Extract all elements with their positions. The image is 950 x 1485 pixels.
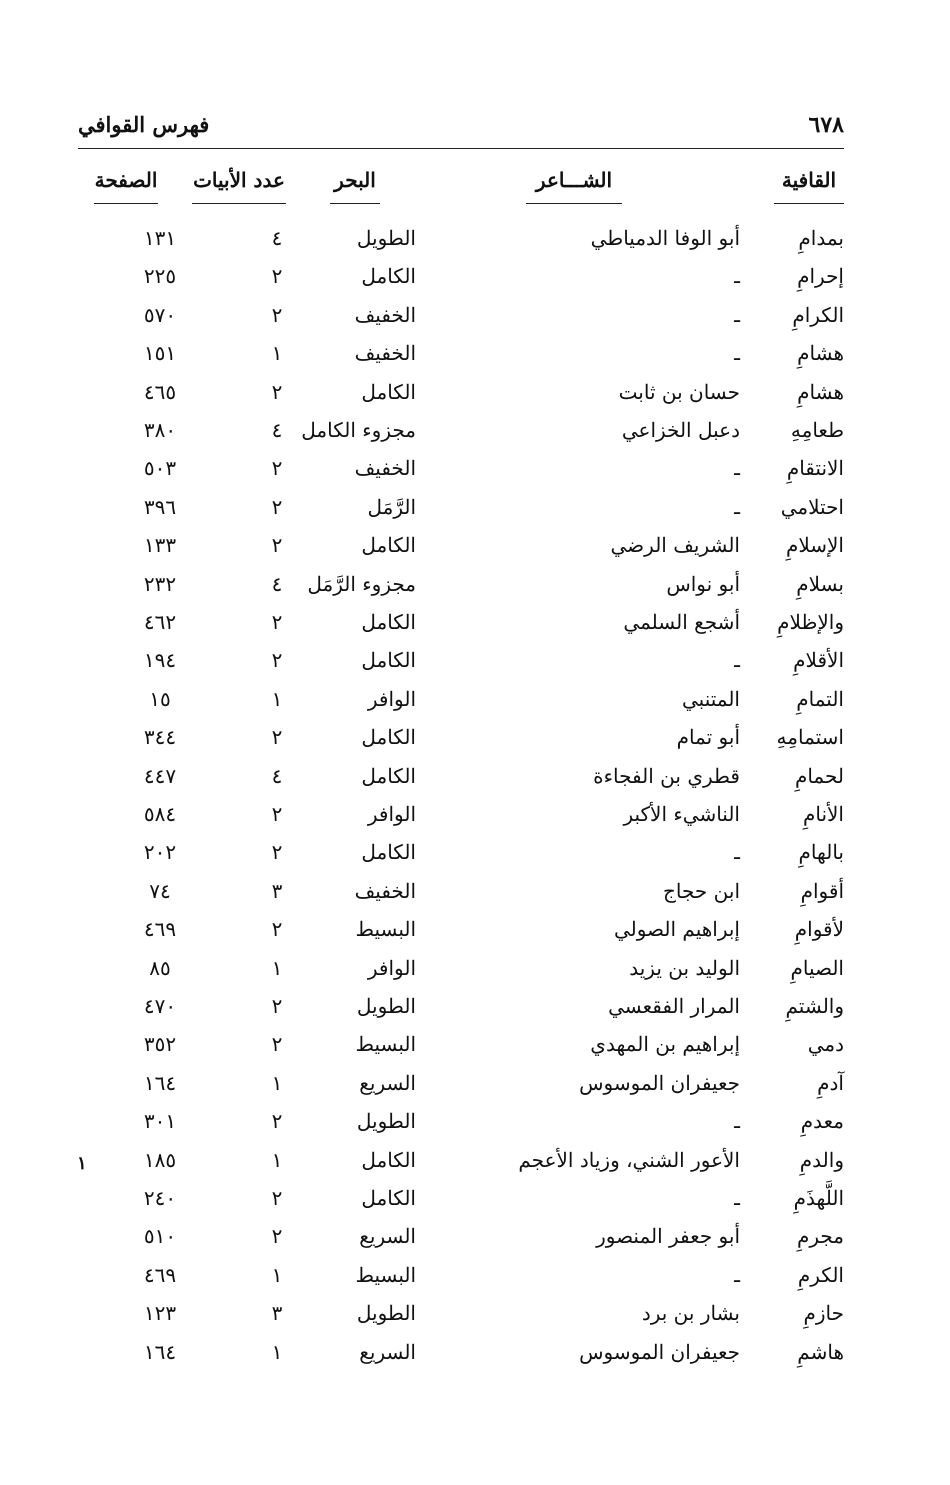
- cell-bahr: السريع: [359, 1339, 416, 1364]
- cell-page: ٣٠١: [143, 1109, 177, 1134]
- cell-qafia: الكرامِ: [792, 302, 844, 327]
- cell-count: ٢: [271, 456, 283, 481]
- table-row: [0, 1301, 950, 1339]
- cell-bahr: الكامل: [361, 264, 416, 289]
- cell-count: ٢: [271, 725, 283, 750]
- cell-count: ٢: [271, 802, 283, 826]
- cell-page: ٤٦٩: [143, 917, 177, 942]
- cell-count: ٢: [271, 379, 283, 404]
- cell-count: ٤: [271, 226, 283, 250]
- cell-count: ٢: [271, 264, 283, 289]
- cell-count: ٤: [271, 763, 283, 788]
- cell-count: ١: [271, 686, 283, 711]
- table-row: [0, 341, 950, 379]
- cell-poet: ـ: [734, 648, 740, 673]
- cell-count: ٢: [271, 840, 283, 865]
- table-row: [0, 1263, 950, 1301]
- cell-poet: جعيفران الموسوس: [579, 1339, 740, 1364]
- cell-page: ٢٢٥: [143, 264, 177, 289]
- cell-bahr: الطويل: [356, 1109, 416, 1134]
- cell-count: ٢: [271, 533, 283, 558]
- cell-page: ٤٦٩: [143, 1262, 177, 1287]
- cell-qafia: التمامِ: [796, 686, 844, 711]
- cell-bahr: الكامل: [361, 379, 416, 404]
- table-row: [0, 1109, 950, 1147]
- margin-mark: ١: [77, 1153, 87, 1174]
- cell-qafia: الأقلامِ: [793, 648, 844, 673]
- cell-count: ٢: [271, 648, 283, 673]
- cell-qafia: بالهامِ: [798, 840, 844, 865]
- table-row: [0, 533, 950, 571]
- table-row: [0, 495, 950, 533]
- cell-page: ٤٦٢: [143, 610, 177, 634]
- cell-page: ٧٤: [149, 878, 171, 903]
- cell-page: ٢٤٠: [143, 1186, 177, 1210]
- cell-poet: قطري بن الفجاءة: [593, 763, 740, 788]
- header-rule: [78, 148, 844, 149]
- cell-qafia: طعامِهِ: [790, 418, 844, 442]
- cell-poet: أبو نواس: [666, 571, 740, 596]
- cell-bahr: الخفيف: [354, 456, 416, 481]
- cell-bahr: الكامل: [361, 610, 416, 634]
- cell-poet: الوليد بن يزيد: [629, 955, 740, 980]
- column-header-poet: الشـــاعر: [526, 168, 622, 204]
- table-row: [0, 802, 950, 840]
- cell-qafia: مجرمِ: [796, 1224, 844, 1249]
- cell-page: ١٦٤: [143, 1070, 177, 1095]
- cell-poet: ـ: [734, 840, 740, 865]
- cell-qafia: لحمامِ: [794, 763, 844, 788]
- table-row: [0, 1224, 950, 1262]
- cell-bahr: الكامل: [361, 533, 416, 558]
- table-row: [0, 1071, 950, 1109]
- cell-count: ٢: [271, 494, 283, 519]
- cell-qafia: هشامِ: [797, 341, 844, 366]
- cell-page: ٥٠٣: [143, 456, 177, 481]
- cell-count: ٢: [271, 302, 283, 327]
- cell-poet: بشار بن برد: [641, 1301, 740, 1326]
- cell-poet: إبراهيم بن المهدي: [590, 1032, 740, 1057]
- cell-page: ١٥١: [143, 341, 177, 366]
- cell-poet: ـ: [734, 264, 740, 289]
- table-row: [0, 456, 950, 494]
- cell-page: ٥٨٤: [143, 802, 177, 826]
- table-row: [0, 648, 950, 686]
- cell-page: ٢٣٢: [143, 571, 177, 596]
- cell-bahr: السريع: [359, 1224, 416, 1249]
- cell-count: ١: [271, 1262, 283, 1287]
- cell-poet: ابن حجاج: [663, 878, 740, 903]
- cell-bahr: الكامل: [361, 763, 416, 788]
- cell-qafia: الكرمِ: [797, 1262, 844, 1287]
- cell-poet: ـ: [734, 1262, 740, 1287]
- cell-bahr: مجزوء الرَّمَل: [307, 571, 416, 596]
- cell-page: ٥١٠: [143, 1224, 177, 1249]
- cell-qafia: استمامِهِ: [776, 725, 844, 750]
- cell-count: ١: [271, 1147, 283, 1172]
- cell-page: ٨٥: [149, 955, 171, 980]
- cell-bahr: البسيط: [355, 1262, 416, 1287]
- cell-qafia: إحرامِ: [797, 264, 844, 289]
- cell-poet: أشجع السلمي: [623, 610, 740, 634]
- cell-poet: ـ: [734, 302, 740, 327]
- table-row: [0, 764, 950, 802]
- cell-page: ١٥: [149, 686, 171, 711]
- cell-count: ٢: [271, 1224, 283, 1249]
- cell-qafia: الإسلامِ: [785, 533, 844, 558]
- cell-count: ١: [271, 1070, 283, 1095]
- cell-bahr: مجزوء الكامل: [301, 418, 416, 442]
- cell-qafia: الأنامِ: [802, 802, 844, 826]
- cell-page: ١٦٤: [143, 1339, 177, 1364]
- cell-page: ١٣٣: [143, 533, 177, 558]
- cell-count: ٢: [271, 917, 283, 942]
- cell-qafia: دمي: [807, 1032, 844, 1057]
- cell-bahr: الطويل: [356, 1301, 416, 1326]
- cell-page: ١٩٤: [143, 648, 177, 673]
- cell-bahr: البسيط: [355, 1032, 416, 1057]
- cell-poet: المتنبي: [682, 686, 740, 711]
- cell-qafia: بمدامِ: [798, 226, 844, 250]
- table-row: [0, 687, 950, 725]
- cell-count: ٤: [271, 571, 283, 596]
- cell-bahr: الرَّمَل: [367, 494, 416, 519]
- table-row: [0, 264, 950, 302]
- cell-bahr: الكامل: [361, 1147, 416, 1172]
- cell-count: ٣: [271, 1301, 283, 1326]
- table-row: [0, 917, 950, 955]
- cell-count: ٢: [271, 610, 283, 634]
- cell-qafia: لأقوامِ: [794, 917, 844, 942]
- cell-qafia: اللَّهذَمِ: [793, 1186, 844, 1210]
- cell-page: ٣٥٢: [143, 1032, 177, 1057]
- cell-bahr: الوافر: [367, 686, 416, 711]
- table-row: [0, 879, 950, 917]
- cell-qafia: حازمِ: [803, 1301, 844, 1326]
- table-row: [0, 226, 950, 264]
- cell-poet: الشريف الرضي: [610, 533, 740, 558]
- cell-poet: حسان بن ثابت: [618, 379, 740, 404]
- cell-qafia: والإظلامِ: [777, 610, 844, 634]
- cell-page: ٣٩٦: [143, 494, 177, 519]
- cell-poet: أبو تمام: [676, 725, 740, 750]
- cell-qafia: والشتمِ: [785, 994, 844, 1018]
- table-row: [0, 1148, 950, 1186]
- table-row: [0, 1186, 950, 1224]
- cell-poet: ـ: [734, 456, 740, 481]
- cell-page: ٥٧٠: [143, 302, 177, 327]
- cell-bahr: الخفيف: [354, 341, 416, 366]
- cell-bahr: الوافر: [367, 802, 416, 826]
- column-header-page: الصفحة: [94, 168, 158, 204]
- table-row: [0, 1340, 950, 1378]
- table-row: [0, 572, 950, 610]
- cell-page: ٤٧٠: [143, 994, 177, 1018]
- page-header: [78, 112, 844, 148]
- table-row: [0, 725, 950, 763]
- table-row: [0, 994, 950, 1032]
- cell-poet: الأعور الشني، وزياد الأعجم: [518, 1147, 740, 1172]
- cell-bahr: الطويل: [356, 994, 416, 1018]
- cell-bahr: الكامل: [361, 725, 416, 750]
- cell-poet: إبراهيم الصولي: [613, 917, 740, 942]
- cell-count: ١: [271, 955, 283, 980]
- cell-bahr: الكامل: [361, 1186, 416, 1210]
- cell-qafia: احتلامي: [780, 494, 844, 519]
- cell-bahr: الطويل: [356, 226, 416, 250]
- cell-qafia: الصيامِ: [790, 955, 844, 980]
- cell-qafia: الانتقامِ: [786, 456, 844, 481]
- cell-bahr: البسيط: [355, 917, 416, 942]
- table-row: [0, 840, 950, 878]
- column-header-bahr: البحر: [330, 168, 380, 204]
- cell-bahr: الكامل: [361, 648, 416, 673]
- cell-poet: ـ: [734, 494, 740, 519]
- cell-poet: المرار الفقعسي: [608, 994, 740, 1018]
- page-number: ٦٧٨: [808, 112, 844, 138]
- cell-page: ٤٦٥: [143, 379, 177, 404]
- cell-page: ٣٨٠: [143, 418, 177, 442]
- cell-count: ٢: [271, 1186, 283, 1210]
- cell-poet: ـ: [734, 1109, 740, 1134]
- table-row: [0, 418, 950, 456]
- table-row: [0, 956, 950, 994]
- cell-count: ٣: [271, 878, 283, 903]
- cell-poet: أبو جعفر المنصور: [596, 1224, 740, 1249]
- cell-page: ٢٠٢: [143, 840, 177, 865]
- cell-page: ١٢٣: [143, 1301, 177, 1326]
- cell-count: ١: [271, 341, 283, 366]
- cell-bahr: الوافر: [367, 955, 416, 980]
- cell-count: ٢: [271, 1032, 283, 1057]
- running-title: فهرس القوافي: [78, 112, 210, 137]
- column-header-qafia: القافية: [774, 168, 844, 204]
- table-row: [0, 1032, 950, 1070]
- table-row: [0, 610, 950, 648]
- cell-bahr: السريع: [359, 1070, 416, 1095]
- cell-qafia: هشامِ: [797, 379, 844, 404]
- cell-qafia: معدمِ: [800, 1109, 844, 1134]
- cell-poet: ـ: [734, 341, 740, 366]
- cell-poet: جعيفران الموسوس: [579, 1070, 740, 1095]
- cell-page: ٣٤٤: [143, 725, 177, 750]
- cell-count: ٤: [271, 418, 283, 442]
- cell-bahr: الخفيف: [354, 302, 416, 327]
- cell-qafia: أقوامِ: [800, 878, 844, 903]
- cell-bahr: الخفيف: [354, 878, 416, 903]
- cell-bahr: الكامل: [361, 840, 416, 865]
- cell-qafia: والدمِ: [799, 1147, 844, 1172]
- cell-poet: ـ: [734, 1186, 740, 1210]
- cell-poet: دعبل الخزاعي: [621, 418, 740, 442]
- cell-page: ١٣١: [143, 226, 177, 250]
- cell-qafia: بسلامِ: [796, 571, 844, 596]
- cell-poet: أبو الوفا الدمياطي: [590, 226, 740, 250]
- cell-count: ٢: [271, 1109, 283, 1134]
- cell-count: ٢: [271, 994, 283, 1018]
- cell-page: ١٨٥: [143, 1147, 177, 1172]
- cell-page: ٤٤٧: [143, 763, 177, 788]
- column-header-count: عدد الأبيات: [192, 168, 286, 204]
- cell-poet: الناشيء الأكبر: [623, 802, 740, 826]
- table-row: [0, 303, 950, 341]
- cell-qafia: هاشمِ: [797, 1339, 844, 1364]
- cell-qafia: آدمِ: [817, 1070, 844, 1095]
- table-row: [0, 380, 950, 418]
- cell-count: ١: [271, 1339, 283, 1364]
